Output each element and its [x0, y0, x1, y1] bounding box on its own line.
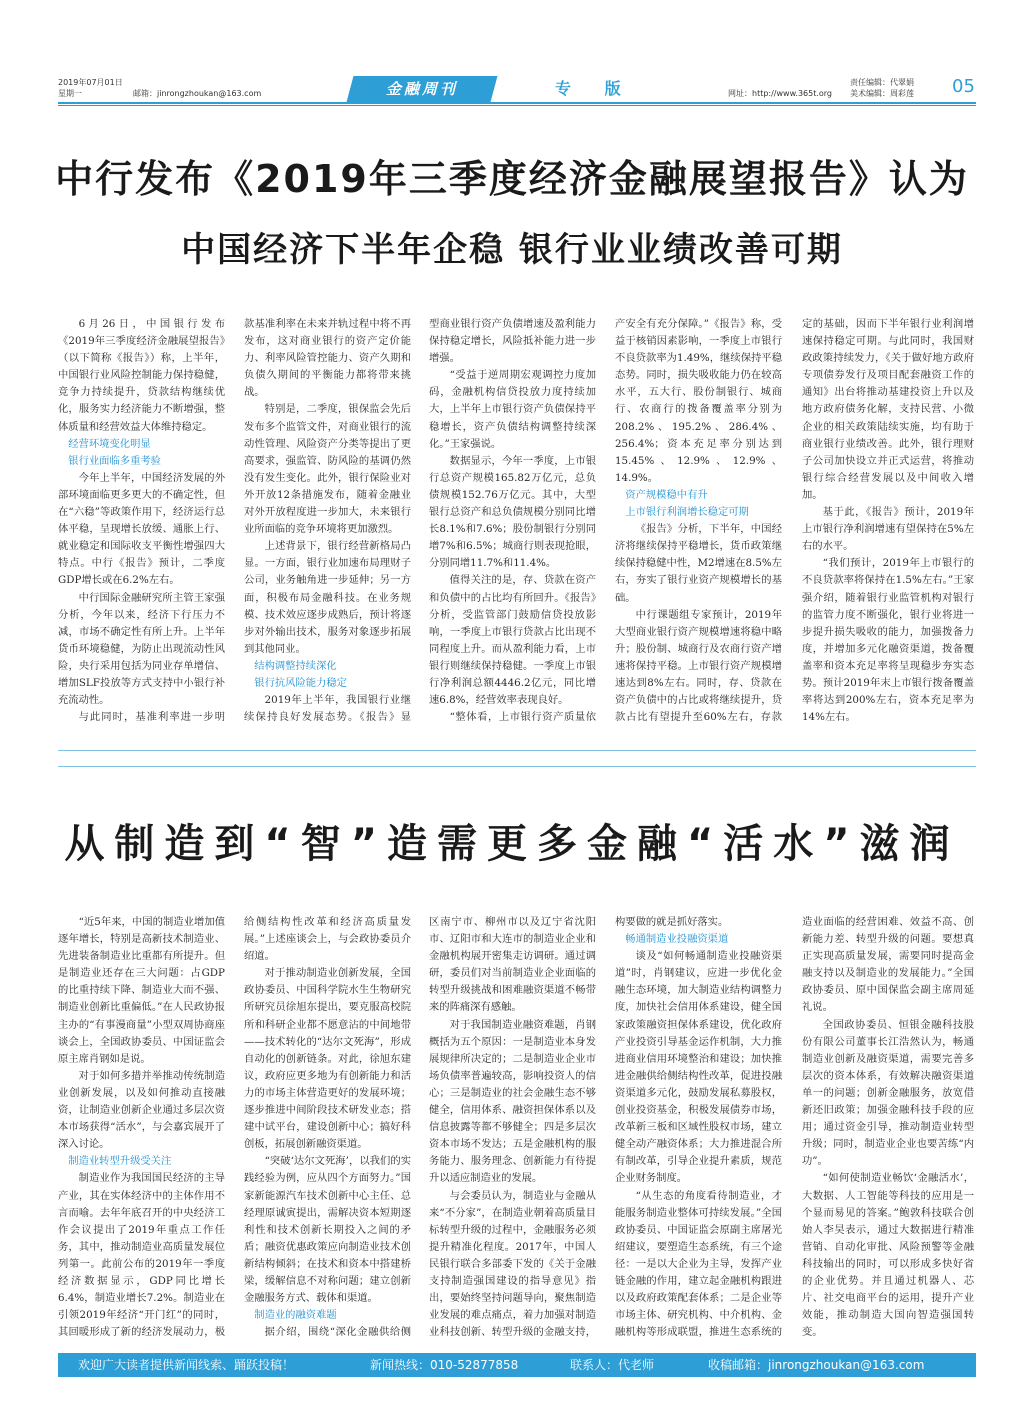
- article2-column-3: [429, 914, 596, 1342]
- paragraph: 全国政协委员、恒银金融科技股份有限公司董事长江浩然认为，畅通制造业创新及融资渠道，需要完善多层次的资本体系，有效解决融资渠道单一的问题；创新金融服务，放宽借新还旧政策；加强金融科技手段的应用；通过资金引导，推动制造业转型升级；同时，制造业企业也要苦练“内功”。: [802, 1018, 974, 1168]
- paragraph: “受益于逆周期宏观调控力度加码，金融机构信贷投放力度持续加大，上半年上市银行资产负债保持平稳增长，资产负债结构调整持续深化。”王家强说。: [429, 369, 596, 450]
- paragraph: 对于如何多措并举推动传统制造业创新发展，以及如何推动直接融资，让制造业创新企业通过多层次资本市场获得“活水”，与会嘉宾展开了深入讨论。: [58, 1069, 225, 1151]
- article2-headline: 从制造到“智”造需更多金融“活水”滋润: [64, 821, 960, 867]
- paragraph: “我们预计，2019年上市银行的不良贷款率将保持在1.5%左右。”王家强介绍，随着银行业监管机构对银行的监管力度不断强化，银行业将进一步提升损失吸收的能力，加强拨备力度，并增加多元化融资渠道，拨备覆盖率和资本充足率将呈现稳步夯实态势。预计2019年末上市银行拨备覆盖率将达到200%左右，资本充足率为14%左右。: [802, 557, 974, 724]
- paragraph: 6月26日，中国银行发布《2019年三季度经济金融展望报告》（以下简称《报告》）称，上半年，中国银行业风险控制能力保持稳健，竞争力持续提升，贷款结构继续优化，服务实力经济能力不断增强，整体质量和经营效益大体维持稳定。: [58, 318, 225, 433]
- section-subhead: 资产规模稳中有升: [625, 488, 708, 501]
- section-subhead: 经营环境变化明显: [68, 437, 151, 450]
- section-subhead: 银行抗风险能力稳定: [254, 676, 347, 689]
- paragraph: “近5年来，中国的制造业增加值逐年增长，特别是高新技术制造业、先进装备制造业比重都有所提升。但是制造业还存在三大问题：占GDP的比重持续下降、制造业大而不强、制造业创新比重偏低。”在人民政协报主办的“有事漫商量”小型双周协商座谈会上，全国政协委员、中国证监会原主席肖钢如是说。: [58, 916, 225, 1065]
- section-subhead: 上市银行利润增长稳定可期: [625, 506, 749, 519]
- paragraph: 值得关注的是，存、贷款在资产和负债中的占比均有所回升。《报告》分析，受监管部门鼓励信贷投放影响，一季度上市银行贷款占比出现不同程度上升。而从盈利能力看，上市银行则继续保持稳健。一季度上市银行净利润总额4446.2亿元，同比增速6.8%，经营效率表现良好。: [429, 574, 596, 707]
- paragraph: 今年上半年，中国经济发展的外部环境面临更多更大的不确定性，但在“六稳”等政策作用下，经济运行总体平稳，呈现增长放缓、通胀上行、就业稳定和国际收支平衡性增强四大特点。中行《报告》预计，二季度GDP增长或在6.2%左右。: [58, 471, 225, 587]
- section-subhead: 结构调整持续深化: [254, 659, 337, 672]
- paragraph: “从生态的角度看待制造业，才能服务制造业整体可持续发展。”全国政协委员、中国证监会原副主席屠光绍建议，要塑造生态系统，有三个途径：一是以大企业为主导，发挥产业链金融的作用，建立起金融机构跟进以及政府政策配套体系；二是企业等市场主体、研究机构、中介机构、金融机构等形成联盟，推进生态系统的: [615, 1189, 782, 1339]
- article1-column-5: [802, 316, 974, 728]
- paragraph: 基于此，《报告》预计，2019年上市银行净利润增速有望保持在5%左右的水平。: [802, 506, 974, 553]
- paragraph: 2019年上半年，我国银行业继续保持良好发展态势。《报告》显: [244, 694, 411, 724]
- paragraph: 产安全有充分保障。”《报告》称，受益于核销因素影响，一季度上市银行不良贷款率为1.49%，继续保持平稳态势。同时，损失吸收能力仍在较高水平，五大行、股份制银行、城商行、农商行的拨备覆盖率分别为208.2%、195.2%、286.4%、256.4%；资本充足率分别达到15.45%、12.9%、12.9%、14.9%。: [615, 318, 782, 484]
- paragraph: 与此同时，基准利率进一步明: [78, 711, 225, 724]
- issue-weekday: 星期一: [58, 89, 82, 98]
- article1-subheadline: 中国经济下半年企稳 银行业业绩改善可期: [181, 230, 843, 270]
- art-editor: 美术编辑：周彩莲: [850, 89, 914, 98]
- article1-headline: 中行发布《2019年三季度经济金融展望报告》认为: [55, 157, 969, 201]
- paragraph: 定的基础，因而下半年银行业利润增速保持稳定可期。与此同时，我国财政政策持续发力，《关于做好地方政府专项债券发行及项目配套融资工作的通知》出台将推动基建投资上升以及地方政府债务化解，支持民营、小微企业的相关政策陆续实施，均有助于商业银行业绩改善。此外，银行理财子公司加快设立并正式运营，将推动银行综合经营发展以及中间收入增加。: [802, 318, 974, 501]
- section-subhead: 畅通制造业投融资渠道: [625, 933, 729, 946]
- paragraph: 对于推动制造业创新发展，全国政协委员、中国科学院水生生物研究所研究员徐旭东提出，要克服高校院所和科研企业都不愿意沾的中间地带——技术转化的“达尔文死海”，形成自动化的创新链条。对此，徐旭东建议，政府应更多地为有创新能力和活力的市场主体营造更好的发展环境；逐步推进中间阶段技术研发业态；搭建中试平台，建设创新中心；搞好科创板，拓展创新融资渠道。: [244, 967, 411, 1151]
- paragraph: 型商业银行资产负债增速及盈利能力保持稳定增长，风险抵补能力进一步增强。: [429, 318, 596, 365]
- article1-column-1: [58, 316, 225, 728]
- section-subhead: 制造业转型升级受关注: [68, 1155, 172, 1168]
- paragraph: 数据显示，今年一季度，上市银行总资产规模165.82万亿元，总负债规模152.76万亿元。其中，大型银行总资产和总负债规模分别同比增长8.1%和7.6%；股份制银行分别同增7%和6.5%；城商行则表现抢眼，分别同增11.7%和11.4%。: [429, 454, 596, 570]
- paragraph: 款基准利率在未来并轨过程中将不再发布，这对商业银行的资产定价能力、利率风险管控能力、资产久期和负债久期间的平衡能力都将带来挑战。: [244, 318, 411, 399]
- paragraph: “突破‘达尔文死海’，以我们的实践经验为例，应从四个方面努力。”国家新能源汽车技术创新中心主任、总经理原诚寅提出，需解决资本短期逐利性和技术创新长期投入之间的矛盾；融资优惠政策应向制造业技术创新结构倾斜；在技术和资本中搭建桥梁，缓解信息不对称问题；建立创新金融服务方式、载体和渠道。: [244, 1155, 411, 1305]
- section-title: 专 版: [555, 79, 635, 98]
- footer-submit-email[interactable]: [708, 1353, 924, 1377]
- paragraph: 中行课题组专家预计，2019年大型商业银行资产规模增速将稳中略升；股份制、城商行及农商行资产增速将保持平稳。上市银行资产规模增速达到8%左右。同时，存、贷款在资产负债中的占比或将继续提升，贷款占比有望提升至60%左右，存款: [615, 608, 782, 724]
- section-subhead: 制造业的融资难题: [254, 1309, 337, 1322]
- section-subhead: 银行业面临多重考验: [68, 454, 161, 467]
- editor-credits: [850, 77, 914, 99]
- paragraph: 据介绍，围绕“深化金融供给侧: [264, 1326, 411, 1339]
- header-rule: [58, 102, 976, 104]
- paragraph: 与会委员认为，制造业与金融从来“不分家”，在制造业朝着高质量目标转型升级的过程中，金融服务必须提升精准化程度。2017年，中国人民银行联合多部委下发的《关于金融支持制造强国建设的指导意见》指出，要始终坚持问题导向，聚焦制造业发展的难点痛点，着力加强对制造业科技创新、转型升级的金融支持，: [429, 1189, 596, 1339]
- paragraph: “如何使制造业畅饮‘金融活水’，大数据、人工智能等科技的应用是一个显而易见的答案。”鲍敦科技联合创始人李昊表示，通过大数据进行精准营销、自动化审批、风险预警等金融科技输出的同时，可以形成多快好省的企业优势。并且通过机器人、芯片、社交电商平台的运用，提升产业效能，推动制造大国向智造强国转变。: [802, 1172, 974, 1339]
- paragraph: 区南宁市、柳州市以及辽宁省沈阳市、辽阳市和大连市的制造业企业和金融机构展开密集走访调研。通过调研，委员们对当前制造业企业面临的转型升级挑战和困难融资渠道不畅带来的阵痛深有感触。: [429, 916, 596, 1014]
- article1-column-2: [244, 316, 411, 728]
- header-email: 邮箱：jinrongzhoukan@163.com: [133, 89, 262, 98]
- article1-column-3: [429, 316, 596, 728]
- paragraph: 《报告》分析，下半年，中国经济将继续保持平稳增长，货币政策继续保持稳健中性，M2增速在8.5%左右，夯实了银行业资产规模增长的基础。: [615, 523, 782, 604]
- paragraph: 造业面临的经营困难、效益不高、创新能力差、转型升级的问题。要想真正实现高质量发展，需要同时提高金融支持以及制造业的发展能力。”全国政协委员、原中国保监会副主席周延礼说。: [802, 916, 974, 1014]
- paragraph: “整体看，上市银行资产质量依: [449, 711, 596, 724]
- header-website: 网址：http://www.365t.org: [728, 89, 833, 98]
- paragraph: 给侧结构性改革和经济高质量发展。”上述座谈会上，与会政协委员介绍道。: [244, 916, 411, 963]
- issue-date-block: [58, 77, 123, 99]
- paragraph: 谈及“如何畅通制造业投融资渠道”时，肖钢建议，应进一步优化金融生态环境，加大制造业结构调整力度，加快社会信用体系建设，健全国家政策融资担保体系建设，优化政府产业投资引导基金运作机制，大力推进商业信用环境整治和建设；加快推进金融供给侧结构性改革，促进投融资渠道多元化，鼓励发展私募股权，创业投资基金，积极发展债券市场，改革新三板和区域性股权市场，建立健全动产融资体系；大力推进混合所有制改革，引导企业提升素质，规范企业财务制度。: [615, 950, 782, 1185]
- chief-editor: 责任编辑：代翠娟: [850, 78, 914, 87]
- paragraph: 上述背景下，银行经营新格局凸显。一方面，银行业加速布局理财子公司，业务触角进一步延伸；另一方面，积极布局金融科技。在业务规模、技术效应逐步成熟后，预计将逐步对外输出技术，服务对象逐步拓展到其他同业。: [244, 540, 411, 655]
- footer-banner: [58, 1353, 976, 1377]
- header-rule-thin: [58, 105, 976, 106]
- brand-banner: [347, 76, 498, 102]
- paragraph: 特别是，二季度，银保监会先后发布多个监管文件，对商业银行的流动性管理、风险资产分类等提出了更高要求，强监管、防风险的基调仍然没有发生变化。此外，银行保险业对外开放12条措施发布，随着金融业对外开放程度进一步加大，未来银行业所面临的竞争环境将更加激烈。: [244, 403, 411, 536]
- article2-column-4: [615, 914, 782, 1342]
- page-number: 05: [952, 76, 975, 97]
- article1-column-4: [615, 316, 782, 728]
- footer-contact: 联系人：代老师: [570, 1358, 655, 1372]
- footer-hotline: 新闻热线：010-52877858: [370, 1358, 519, 1372]
- section-divider-bottom: [58, 766, 976, 767]
- paragraph: 对于我国制造业融资难题，肖钢概括为五个原因：一是制造业本身发展规律所决定的；二是制造业企业市场负债率普遍较高，影响投资人的信心；三是制造业的社会金融生态不够健全，信用体系、融资担保体系以及信息披露等都不够健全；四是多层次资本市场不发达；五是金融机构的服务能力、服务理念、创新能力有待提升以适应制造业的发展。: [429, 1018, 596, 1185]
- paragraph: 制造业作为我国国民经济的主导产业，其在实体经济中的主体作用不言而喻。去年年底召开的中央经济工作会议提出了2019年重点工作任务，其中，推动制造业高质量发展位列第一。此前公布的2019年一季度经济数据显示，GDP同比增长6.4%，制造业增长7.2%。制造业在引领2019年经济“开门红”的同时，其回暖形成了新的经济发展动力，极: [58, 1172, 225, 1339]
- footer-welcome: 欢迎广大读者提供新闻线索、踊跃投稿！: [78, 1358, 295, 1372]
- brand-name: 金融周刊: [385, 80, 458, 98]
- article2-column-5: [802, 914, 974, 1342]
- issue-date: 2019年07月01日: [58, 78, 123, 87]
- article2-column-1: [58, 914, 225, 1342]
- paragraph: 中行国际金融研究所主管王家强分析，今年以来，经济下行压力不减，市场不确定性有所上升。上半年货币环境稳健，为防止出现流动性风险，央行采用包括为同业存单增信、增加SLF投放等方式支持中小银行补充流动性。: [58, 591, 225, 707]
- paragraph: 构要做的就是抓好落实。: [615, 916, 729, 928]
- section-divider-top: [58, 750, 976, 751]
- article2-column-2: [244, 914, 411, 1342]
- footer-submit-email-text: 收稿邮箱：jinrongzhoukan@163.com: [708, 1358, 925, 1372]
